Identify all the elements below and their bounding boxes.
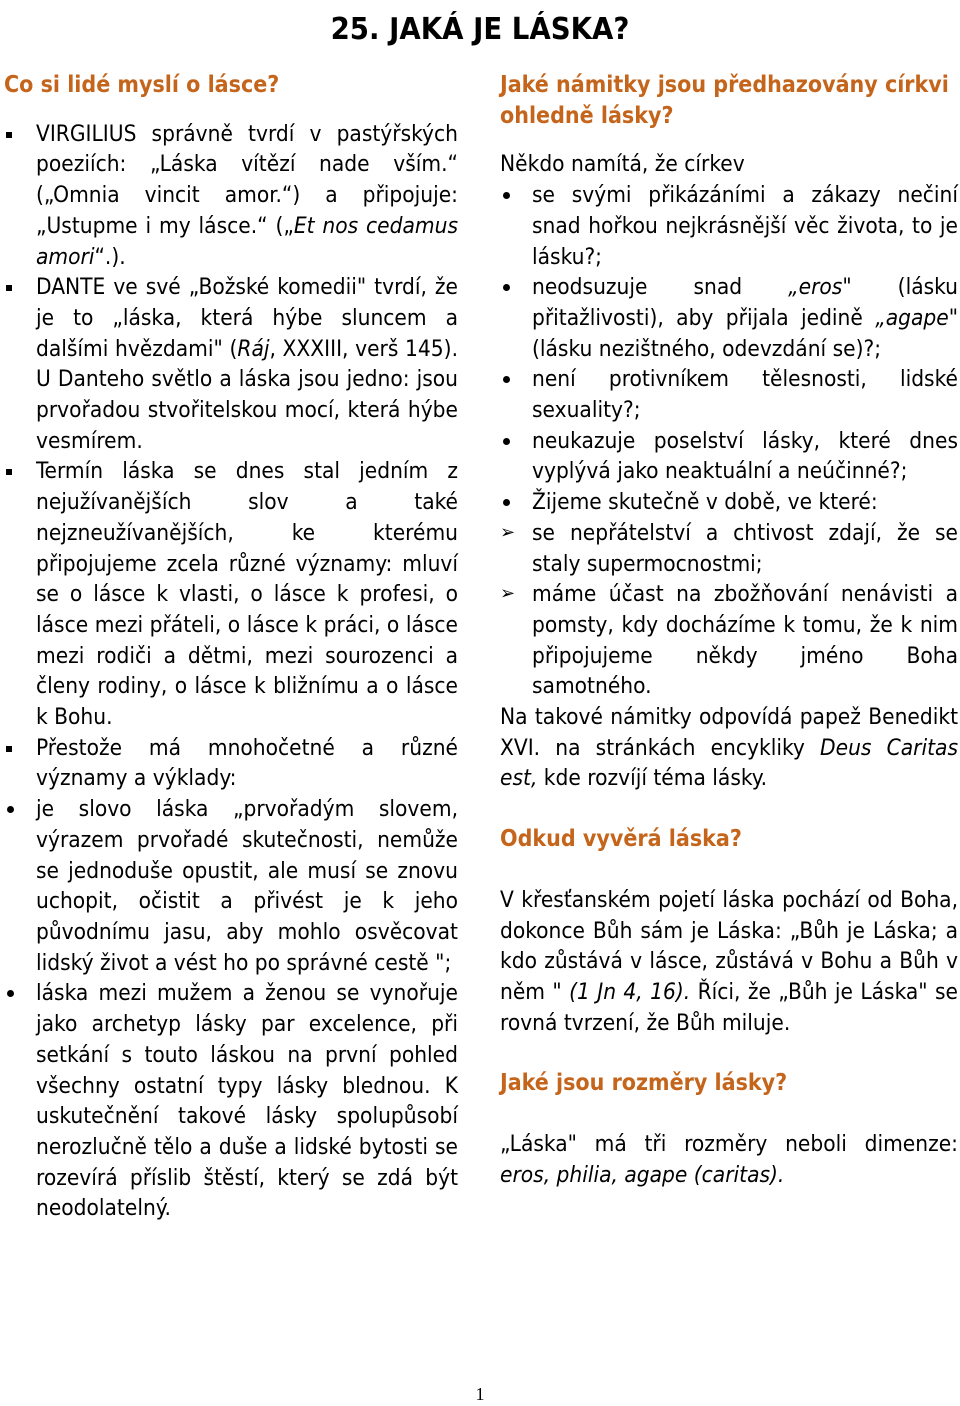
objection-item: Žijeme skutečně v době, ve které: [500,487,958,518]
objections-list [500,180,958,702]
dimensions-paragraph [500,1129,958,1190]
origin-paragraph [500,885,958,1039]
dante-ref: Ráj [237,335,270,362]
page-number: 1 [475,1384,485,1404]
dimensions-text: „Láska" má tři rozměry neboli dimenze: [500,1131,958,1158]
right-heading-dimensions: Jaké jsou rozměry lásky? [500,1070,788,1097]
bible-reference: (1 Jn 4, 16). [569,978,691,1005]
objection-text: (lásku přitažlivosti), aby přijala jedině [532,274,959,331]
left-column [4,70,458,1224]
answer-text: Na takové námitky odpovídá papež Benedikt XVI. na stránkách encykliky [500,704,958,761]
list-item-dante [4,272,458,456]
answer-paragraph [500,702,958,794]
list-item-slovo: je slovo láska „prvořadým slovem, výrazem prvořadé skutečnosti, nemůže se jednoduše opustit, ale musí se znovu uchopit, očistit a přivést je k jeho původnímu jasu, aby mohlo osvěcovat lidský život a vést ho po správné cestě "; [4,794,458,978]
virgilius-text: správně tvrdí v pastýřských poeziích: „Láska vítězí nade vším.“ („Omnia vincit amor.“) a připojuje: „Ustupme i my lásce.“ („ [36,120,458,239]
objection-item: není protivníkem tělesnosti, lidské sexuality?; [500,364,958,425]
objection-item: neukazuje poselství lásky, které dnes vyplývá jako neaktuální a neúčinné?; [500,426,958,487]
list-item-termin: Termín láska se dnes stal jedním z nejužívanějších slov a také nejzneužívanějších, ke kterému připojujeme zcela různé významy: mluví se o lásce k vlasti, o lásce k profesi, o lásce mezi přáteli, o lásce k práci, o lásce mezi rodiči a dětmi, mezi sourozenci a členy rodiny, o lásce k bližnímu a o lásce k Bohu. [4,456,458,732]
objection-item [500,272,958,364]
objection-item: se svými přikázáními a zákazy nečiní snad hořkou nejkrásnější věc života, to je lásku?; [500,180,958,272]
list-item-prestoze: Přestože má mnohočetné a různé významy a výklady: [4,733,458,794]
origin-text: V křesťanském pojetí láska pochází od Boha, dokonce Bůh sám je Láska: „Bůh je Láska; a kdo zůstává v lásce, zůstává v Bohu a Bůh v něm " [500,886,958,1005]
right-heading-objections: Jaké námitky jsou předhazovány církvi ohledně lásky? [500,72,949,129]
left-bullet-list [4,119,458,1224]
dimensions-terms: eros, philia, agape (caritas). [500,1161,785,1188]
list-item-muz-zena: láska mezi mužem a ženou se vynořuje jako archetyp lásky par excelence, při setkání s touto láskou na první pohled všechny ostatní typy lásky blednou. K uskutečnění takové lásky spolupůsobí nerozlučně tělo a duše a lidské bytosti se rozevírá příslib štěstí, který se zdá být neodolatelný. [4,978,458,1224]
objection-text: (lásku nezištného, odevzdání se)?; [532,335,882,362]
encyclical-title: Deus Caritas est, [500,734,958,792]
author-dante: DANTE [36,274,106,301]
answer-text-end: kde rozvíjí téma lásky. [537,765,768,792]
sub-item: ➢ máme účast na zbožňování nenávisti a pomsty, kdy docházíme k tomu, že k nim připojujeme někdy jméno Boha samotného. [500,579,958,702]
term-agape: „agape" [875,304,958,331]
virgilius-text-end: “.). [94,243,126,270]
dante-text: ve své „Božské komedii" tvrdí, že je to „láska, která hýbe sluncem a dalšími hvězdami" ( [36,274,458,362]
list-item-virgilius [4,119,458,273]
objection-text: neodsuzuje snad [532,274,789,301]
page-title: 25. JAKÁ JE LÁSKA? [330,12,630,47]
author-virgilius: VIRGILIUS [36,120,137,147]
sub-item: ➢ se nepřátelství a chtivost zdají, že se staly supermocnostmi; [500,518,958,579]
objections-intro: Někdo namítá, že církev [500,151,745,178]
virgilius-latin: Et nos cedamus amori [36,212,458,270]
term-eros: „eros" [788,274,852,301]
right-heading-origin: Odkud vyvěrá láska? [500,826,742,853]
origin-text-end: Říci, že „Bůh je Láska" se rovná tvrzení, že Bůh miluje. [500,978,958,1036]
dante-text-end: , XXXIII, verš 145). U Danteho světlo a láska jsou jedno: jsou prvořadou stvořitelskou mocí, která hýbe vesmírem. [36,335,458,454]
right-column [500,70,958,1191]
left-heading: Co si lidé myslí o lásce? [4,72,280,98]
